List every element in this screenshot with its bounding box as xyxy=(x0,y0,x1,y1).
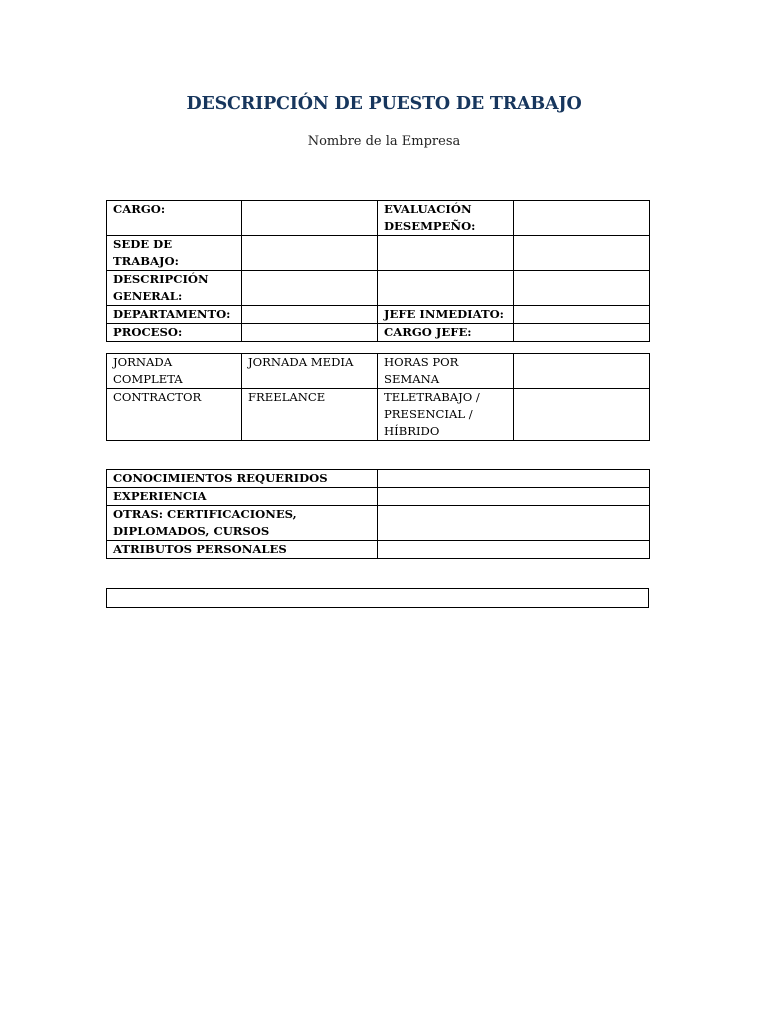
proceso-value-cell[interactable] xyxy=(242,324,378,342)
otras-value-cell[interactable] xyxy=(378,506,650,541)
empty-cell[interactable] xyxy=(514,236,650,271)
horas-semana-label: HORAS POR SEMANA xyxy=(378,354,514,389)
table-row xyxy=(107,271,650,306)
table-row xyxy=(107,541,650,559)
jornada-completa-option[interactable]: JORNADA COMPLETA xyxy=(107,354,242,389)
position-details-table xyxy=(106,200,650,342)
blank-cell[interactable] xyxy=(107,589,649,608)
departamento-value-cell[interactable] xyxy=(242,306,378,324)
table-row xyxy=(107,506,650,541)
table-row xyxy=(107,589,649,608)
atributos-label: ATRIBUTOS PERSONALES xyxy=(107,541,378,559)
experiencia-value-cell[interactable] xyxy=(378,488,650,506)
empty-cell[interactable] xyxy=(378,236,514,271)
modalidad-label: TELETRABAJO / PRESENCIAL / HÍBRIDO xyxy=(378,389,514,441)
table-row xyxy=(107,488,650,506)
table-row xyxy=(107,470,650,488)
jefe-inmediato-value-cell[interactable] xyxy=(514,306,650,324)
departamento-label: DEPARTAMENTO: xyxy=(107,306,242,324)
table-row xyxy=(107,201,650,236)
jornada-media-option[interactable]: JORNADA MEDIA xyxy=(242,354,378,389)
schedule-table xyxy=(106,353,650,441)
atributos-value-cell[interactable] xyxy=(378,541,650,559)
conocimientos-value-cell[interactable] xyxy=(378,470,650,488)
table-row xyxy=(107,389,650,441)
evaluacion-value-cell[interactable] xyxy=(514,201,650,236)
experiencia-label: EXPERIENCIA xyxy=(107,488,378,506)
table-row xyxy=(107,306,650,324)
cargo-label: CARGO: xyxy=(107,201,242,236)
cargo-jefe-label: CARGO JEFE: xyxy=(378,324,514,342)
table-row xyxy=(107,324,650,342)
descripcion-value-cell[interactable] xyxy=(242,271,378,306)
descripcion-label: DESCRIPCIÓN GENERAL: xyxy=(107,271,242,306)
freelance-option[interactable]: FREELANCE xyxy=(242,389,378,441)
proceso-label: PROCESO: xyxy=(107,324,242,342)
horas-semana-value-cell[interactable] xyxy=(514,354,650,389)
sede-label: SEDE DE TRABAJO: xyxy=(107,236,242,271)
conocimientos-label: CONOCIMIENTOS REQUERIDOS xyxy=(107,470,378,488)
jefe-inmediato-label: JEFE INMEDIATO: xyxy=(378,306,514,324)
empty-cell[interactable] xyxy=(378,271,514,306)
cargo-jefe-value-cell[interactable] xyxy=(514,324,650,342)
sede-value-cell[interactable] xyxy=(242,236,378,271)
company-name: Nombre de la Empresa xyxy=(307,134,461,149)
otras-label: OTRAS: CERTIFICACIONES, DIPLOMADOS, CURSOS xyxy=(107,506,378,541)
contractor-option[interactable]: CONTRACTOR xyxy=(107,389,242,441)
evaluacion-label: EVALUACIÓN DESEMPEÑO: xyxy=(378,201,514,236)
table-row xyxy=(107,354,650,389)
table-row xyxy=(107,236,650,271)
cargo-value-cell[interactable] xyxy=(242,201,378,236)
modalidad-value-cell[interactable] xyxy=(514,389,650,441)
empty-cell[interactable] xyxy=(514,271,650,306)
requirements-table xyxy=(106,469,650,559)
document-title: DESCRIPCIÓN DE PUESTO DE TRABAJO xyxy=(186,94,582,114)
blank-table xyxy=(106,588,649,608)
